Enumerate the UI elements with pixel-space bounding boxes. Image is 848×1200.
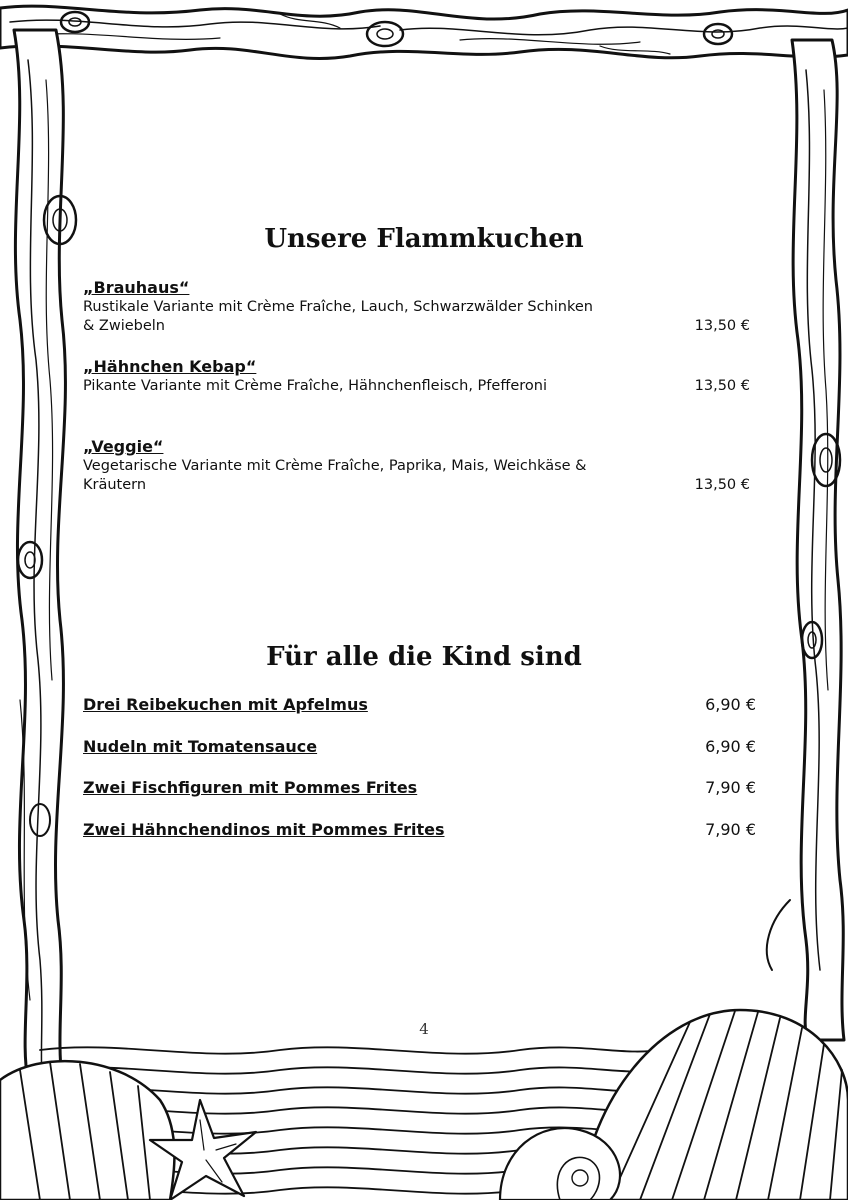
kids-item-name: Nudeln mit Tomatensauce bbox=[83, 737, 318, 756]
kids-item-name: Zwei Hähnchendinos mit Pommes Frites bbox=[83, 820, 445, 839]
kids-item-price: 7,90 € bbox=[705, 778, 756, 797]
menu-item-price: 13,50 € bbox=[694, 318, 750, 334]
kids-menu-item bbox=[83, 694, 756, 716]
menu-item-name: „Brauhaus“ bbox=[83, 278, 190, 297]
menu-item-name: „Veggie“ bbox=[83, 437, 164, 456]
kids-menu-item bbox=[83, 736, 756, 758]
menu-item-haehnchen-kebap bbox=[83, 357, 753, 396]
menu-item-description: Rustikale Variante mit Crème Fraîche, Lauch, Schwarzwälder Schinken & Zwiebeln bbox=[83, 299, 593, 334]
kids-item-price: 7,90 € bbox=[705, 820, 756, 839]
menu-item-brauhaus bbox=[83, 278, 753, 336]
menu-item-description: Vegetarische Variante mit Crème Fraîche, Paprika, Mais, Weichkäse & Kräutern bbox=[83, 458, 587, 493]
kids-item-price: 6,90 € bbox=[705, 737, 756, 756]
kids-heading: Für alle die Kind sind bbox=[266, 642, 582, 672]
menu-item-description: Pikante Variante mit Crème Fraîche, Hähnchenfleisch, Pfefferoni bbox=[83, 378, 547, 394]
menu-item-price: 13,50 € bbox=[694, 477, 750, 493]
menu-item-name: „Hähnchen Kebap“ bbox=[83, 357, 257, 376]
kids-item-name: Drei Reibekuchen mit Apfelmus bbox=[83, 695, 368, 714]
kids-item-price: 6,90 € bbox=[705, 695, 756, 714]
kids-item-name: Zwei Fischfiguren mit Pommes Frites bbox=[83, 778, 418, 797]
menu-item-price: 13,50 € bbox=[694, 378, 750, 394]
page-number: 4 bbox=[419, 1020, 429, 1038]
flammkuchen-heading: Unsere Flammkuchen bbox=[264, 224, 584, 254]
kids-menu-item bbox=[83, 819, 756, 841]
menu-item-veggie bbox=[83, 437, 753, 495]
kids-menu-item bbox=[83, 777, 756, 799]
